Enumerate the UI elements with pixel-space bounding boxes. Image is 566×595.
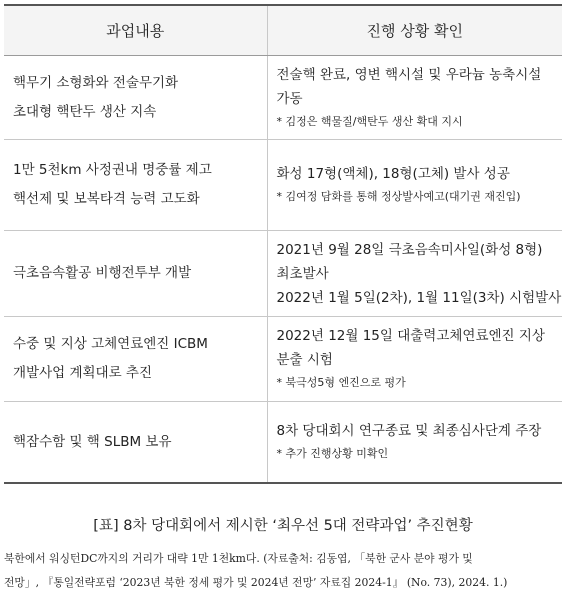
status-note: * 추가 진행상황 미확인 [276,447,389,460]
table-row [4,231,562,317]
table-header-row [4,5,562,56]
status-line: 화성 17형(액체), 18형(고체) 발사 성공 [276,166,510,182]
status-note: * 김정은 핵물질/핵탄두 생산 확대 지시 [276,114,463,128]
task-line: 초대형 핵탄두 생산 지속 [13,103,157,120]
table-row [4,140,562,231]
source-line: 북한에서 워싱턴DC까지의 거리가 대략 1만 1천km다. (자료출처: 김동엽, 「북한 군사 분야 평가 및 [4,552,473,565]
task-cell [4,231,267,317]
status-note: * 김여정 담화를 통해 정상발사예고(대기권 재진입) [276,190,521,203]
task-line: 1만 5천km 사정권내 명중률 제고 [13,162,212,178]
header-task-content: 과업내용 [4,5,267,56]
status-cell [267,402,562,484]
table-caption: [표] 8차 당대회에서 제시한 ‘최우선 5대 전략과업’ 추진현황 [93,518,473,534]
strategic-tasks-table-wrapper [4,4,562,484]
source-line: 전망」, 『통일전략포럼 ‘2023년 북한 정세 평가 및 2024년 전망’ 자료집 2024-1』 (No. 73), 2024. 1.) [4,576,508,589]
task-cell [4,402,267,484]
status-line: 최초발사 [276,265,329,282]
task-line: 개발사업 계획대로 추진 [13,365,152,381]
table-row [4,317,562,402]
task-line: 핵무기 소형화와 전술무기화 [13,74,179,91]
status-line: 2022년 12월 15일 대출력고체연료엔진 지상 [276,328,545,344]
status-line: 전술핵 완료, 영변 핵시설 및 우라늄 농축시설 [276,66,542,83]
status-cell [267,317,562,402]
status-line: 분출 시험 [276,352,333,368]
source-note [4,547,564,595]
task-cell [4,317,267,402]
status-cell [267,231,562,317]
table-row [4,402,562,484]
task-cell [4,140,267,231]
strategic-tasks-table [4,4,562,484]
status-line: 8차 당대회시 연구종료 및 최종심사단계 주장 [276,423,542,439]
table-row [4,56,562,140]
status-cell [267,56,562,140]
status-line: 가동 [276,90,303,107]
header-progress-check: 진행 상황 확인 [267,5,562,56]
task-line: 극초음속활공 비행전투부 개발 [13,265,192,281]
task-cell [4,56,267,140]
status-note: * 북극성5형 엔진으로 평가 [276,376,406,389]
status-line: 2022년 1월 5일(2차), 1월 11일(3차) 시험발사 [276,289,562,306]
status-cell [267,140,562,231]
status-line: 2021년 9월 28일 극초음속미사일(화성 8형) [276,241,543,258]
task-line: 핵선제 및 보복타격 능력 고도화 [13,191,200,207]
task-line: 수중 및 지상 고체연료엔진 ICBM [13,336,208,352]
task-line: 핵잠수함 및 핵 SLBM 보유 [13,433,172,450]
